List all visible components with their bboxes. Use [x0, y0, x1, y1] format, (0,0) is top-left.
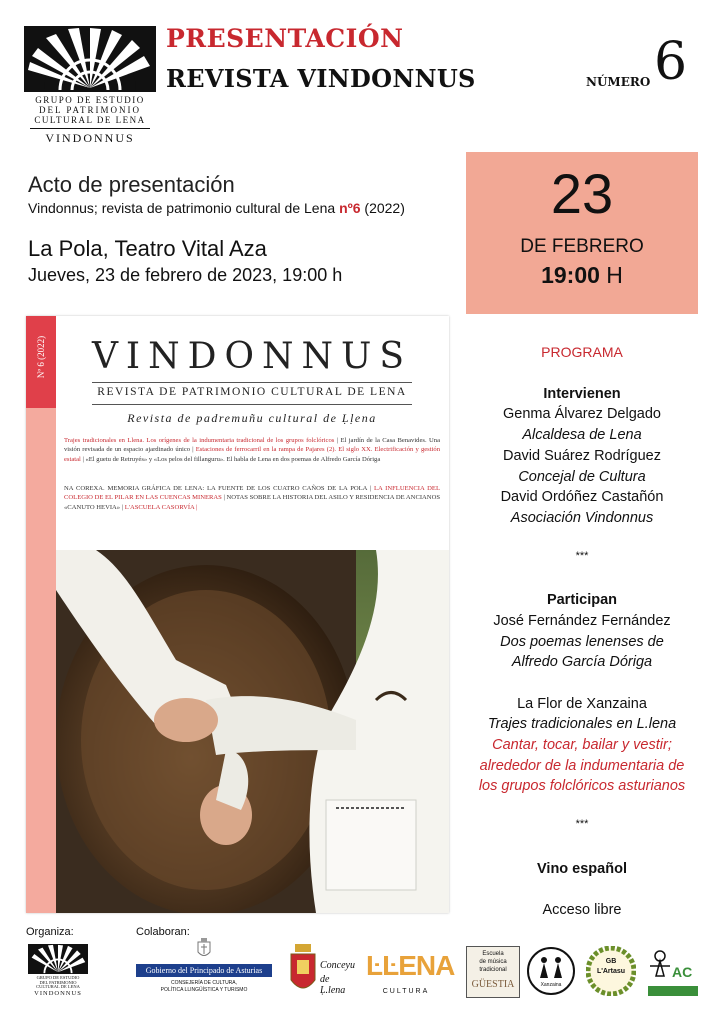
participan-label: Participan — [546, 592, 618, 608]
magazine-cover — [26, 316, 449, 913]
asturias-crest-icon — [196, 938, 212, 960]
acceso-libre: Acceso libre — [542, 902, 622, 918]
event-datetime: Jueves, 23 de febrero de 2023, 19:00 h — [28, 265, 343, 285]
org-logo-line-4: VINDONNUS — [34, 989, 82, 997]
gobierno-sub-1: CONSEJERÍA DE CULTURA, — [170, 980, 238, 986]
header-logo — [24, 26, 156, 145]
logo-line-2: DEL PATRIMONIO — [38, 105, 142, 115]
speaker-3-name: David Ordóñez Castañón — [500, 489, 664, 505]
cover-title: VINDONNUS — [91, 336, 413, 377]
date-day: 23 — [550, 162, 614, 225]
lartasu-b: L'Artasu — [596, 968, 626, 975]
xanzaina-label: Xanzaina — [540, 982, 562, 988]
event-subtitle — [28, 200, 405, 216]
ac-logo — [646, 946, 700, 998]
speaker-3-role: Asociación Vindonnus — [510, 510, 654, 526]
conceyu-text-b: de Ḷ.lena — [320, 974, 346, 996]
logo-line-3: CULTURAL DE LENA — [34, 115, 146, 125]
speaker-2-role: Concejal de Cultura — [518, 469, 646, 485]
llena-cultura-logo — [366, 948, 455, 1000]
sunburst-logo-small-icon — [26, 944, 90, 974]
toc-item-ascuela: L'ASCUELA CASORVÍA | — [124, 503, 198, 511]
toc-item-colegio: LA INFLUENCIA DEL COLEGIO DE EL PILAR EN LAS CUENCAS MINERAS — [64, 485, 440, 502]
org-logo-line-3: CULTURAL DE LENA — [36, 984, 80, 989]
cover-side-strip-pink — [26, 408, 56, 913]
toc-item-corexa: NA COREXA. MEMORIA GRÁFICA DE LENA: LA FUENTE DE LOS CUATRO CAÑOS DE LA POLA | — [64, 485, 372, 492]
conceyu-text-a: Conceyu — [320, 960, 355, 971]
logo-divider — [30, 128, 150, 129]
participant-2-talk-a: Cantar, tocar, bailar y vestir; — [492, 737, 672, 753]
title-presentacion: PRESENTACIÓN — [166, 24, 404, 53]
toc-item-trajes: Trajes tradicionales en Llena. Los orígenes de la indumentaria tradicional de los grupos folclóricos — [64, 437, 335, 444]
lartasu-a: GB — [605, 958, 617, 965]
date-time-suffix: H — [599, 262, 623, 288]
cover-toc-1 — [64, 436, 440, 464]
cover-rule-bottom — [92, 404, 412, 405]
escuela-guestia-logo — [466, 946, 520, 998]
cover-subtitle: REVISTA DE PATRIMONIO CULTURAL DE LENA — [97, 386, 407, 398]
ac-label: AC — [672, 964, 693, 980]
gobierno-title: Gobierno del Principado de Asturias — [136, 964, 272, 977]
cover-toc-2 — [64, 484, 440, 512]
participant-1-name: José Fernández Fernández — [493, 613, 671, 629]
conceyu-logo — [289, 944, 357, 1000]
speaker-2-name: David Suárez Rodríguez — [503, 448, 661, 464]
cover-side-label: Nº 6 (2022) — [36, 335, 46, 379]
event-heading: Acto de presentación — [28, 172, 235, 197]
speaker-1-name: Genma Álvarez Delgado — [503, 406, 661, 422]
numero-value: 6 — [654, 32, 688, 92]
escuela-a: Escuela — [482, 951, 504, 957]
conceyu-shield-icon — [289, 944, 317, 996]
date-time — [466, 262, 698, 289]
event-subtitle-prefix: Vindonnus; revista de patrimonio cultural de Lena — [28, 200, 340, 216]
participant-2-work: Trajes tradicionales en L.lena — [487, 716, 677, 732]
programa-heading: PROGRAMA — [541, 344, 623, 360]
toc-item-habla: | «El guetu de Retruyés» y «Los pelos del fillanguru». El habla de Lena en dos poemas de Alfredo García Dóriga — [82, 455, 381, 463]
cover-rule-top — [92, 382, 412, 383]
toc-item-jardin: | El jardín de la Casa Benavides. Una visión revisada de un espacio ajardinado único | — [64, 437, 440, 454]
cover-photo — [56, 550, 449, 913]
gobierno-asturias-logo — [136, 938, 272, 1000]
toc-item-estaciones: Estaciones de ferrocarril en la rampa de Pajares (2). El siglo XX. Electrificación y gestión estatal — [64, 446, 440, 463]
event-place: La Pola, Teatro Vital Aza — [28, 236, 267, 261]
logo-line-4: VINDONNUS — [45, 131, 135, 145]
participant-1-work-a: Dos poemas lenenses de — [500, 634, 664, 650]
xanzaina-dancers-icon — [526, 946, 576, 996]
intervienen-label: Intervienen — [543, 386, 621, 402]
lartasu-logo — [586, 946, 636, 996]
org-logo-line-1: GRUPO DE ESTUDIO — [36, 975, 80, 980]
toc-item-asilo: | NOTAS SOBRE LA HISTORIA DEL ASILO Y RESIDENCIA DE ANCIANOS «CANUTO HEVIA» | — [64, 494, 440, 511]
xanzaina-logo — [526, 946, 576, 996]
footer-organizer-logo — [26, 944, 90, 1000]
llena-word: ĿĿENA — [366, 950, 455, 981]
speaker-1-role: Alcaldesa de Lena — [522, 427, 642, 443]
llena-sub: CULTURA — [382, 988, 430, 995]
date-month: DE FEBRERO — [520, 236, 644, 257]
date-box — [466, 152, 698, 314]
participant-1-work-b: Alfredo García Dóriga — [511, 654, 653, 670]
participant-2-name: La Flor de Xanzaina — [517, 696, 647, 712]
escuela-b: de música — [479, 959, 507, 965]
vino-espanol: Vino español — [537, 861, 627, 877]
separator-1: *** — [575, 550, 589, 562]
ac-bar — [648, 986, 698, 996]
escuela-d: GÜESTIA — [471, 979, 515, 990]
cover-subtitle-2: Revista de padremuñu cultural de Ḷḷena — [127, 411, 377, 425]
organiza-label: Organiza: — [26, 926, 74, 938]
participant-2-talk-b: alrededor de la indumentaria de — [479, 758, 685, 774]
event-subtitle-suffix: (2022) — [360, 200, 405, 216]
separator-2: *** — [575, 818, 589, 830]
title-revista: REVISTA VINDONNUS — [166, 64, 476, 93]
sunburst-logo-icon — [24, 26, 156, 92]
event-issue-number: nº6 — [339, 200, 361, 216]
date-time-bold: 19:00 — [541, 262, 600, 288]
colaboran-label: Colaboran: — [136, 926, 190, 938]
numero-label: NÚMERO — [586, 75, 651, 89]
logo-line-1: GRUPO DE ESTUDIO — [35, 95, 145, 105]
gobierno-sub-2: POLÍTICA LLINGÜÍSTICA Y TURISMO — [160, 987, 248, 993]
org-logo-line-2: DEL PATRIMONIO — [39, 979, 77, 985]
participant-2-talk-c: los grupos folclóricos asturianos — [478, 778, 686, 794]
escuela-c: tradicional — [479, 967, 507, 973]
